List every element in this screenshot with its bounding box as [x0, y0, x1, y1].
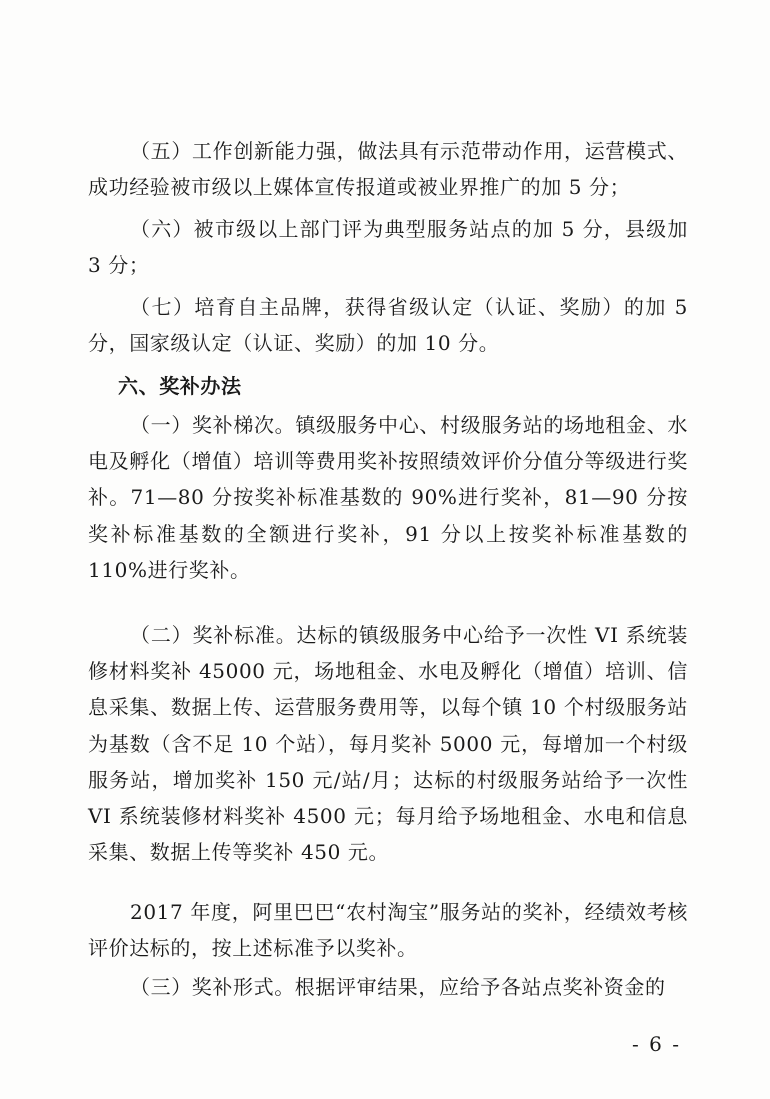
section-heading: 六、奖补办法 [118, 374, 242, 398]
paragraph-reward-form: （三）奖补形式。根据评审结果，应给予各站点奖补资金的 [130, 975, 666, 999]
paragraph-item-7: （七）培育自主品牌，获得省级认定（认证、奖励）的加 5 分，国家级认定（认证、奖励）的加 10 分。 [88, 295, 688, 356]
paragraph-item-6: （六）被市级以上部门评为典型服务站点的加 5 分，县级加 3 分； [88, 217, 688, 278]
paragraph-item-5: （五）工作创新能力强，做法具有示范带动作用，运营模式、成功经验被市级以上媒体宣传报道或被业界推广的加 5 分； [88, 139, 688, 200]
paragraph-reward-tiers: （一）奖补梯次。镇级服务中心、村级服务站的场地租金、水电及孵化（增值）培训等费用奖补按照绩效评价分值分等级进行奖补。71—80 分按奖补标准基数的 90%进行奖补，81—90 分按奖补标准基数的全额进行奖补，91 分以上按奖补标准基数的 110%进行奖补。 [88, 413, 688, 582]
paragraph-2017-note: 2017 年度，阿里巴巴“农村淘宝”服务站的奖补，经绩效考核评价达标的，按上述标准予以奖补。 [88, 900, 688, 961]
page-number: - 6 - [632, 1032, 681, 1056]
paragraph-reward-standard: （二）奖补标准。达标的镇级服务中心给予一次性 VI 系统装修材料奖补 45000 元，场地租金、水电及孵化（增值）培训、信息采集、数据上传、运营服务费用等，以每个镇 10 个村级服务站为基数（含不足 10 个站），每月奖补 5000 元，每增加一个村级服务站，增加奖补 150 元/站/月；达标的村级服务站给予一次性 VI 系统装修材料奖补 4500 元；每月给予场地租金、水电和信息采集、数据上传等奖补 450 元。 [88, 623, 688, 865]
